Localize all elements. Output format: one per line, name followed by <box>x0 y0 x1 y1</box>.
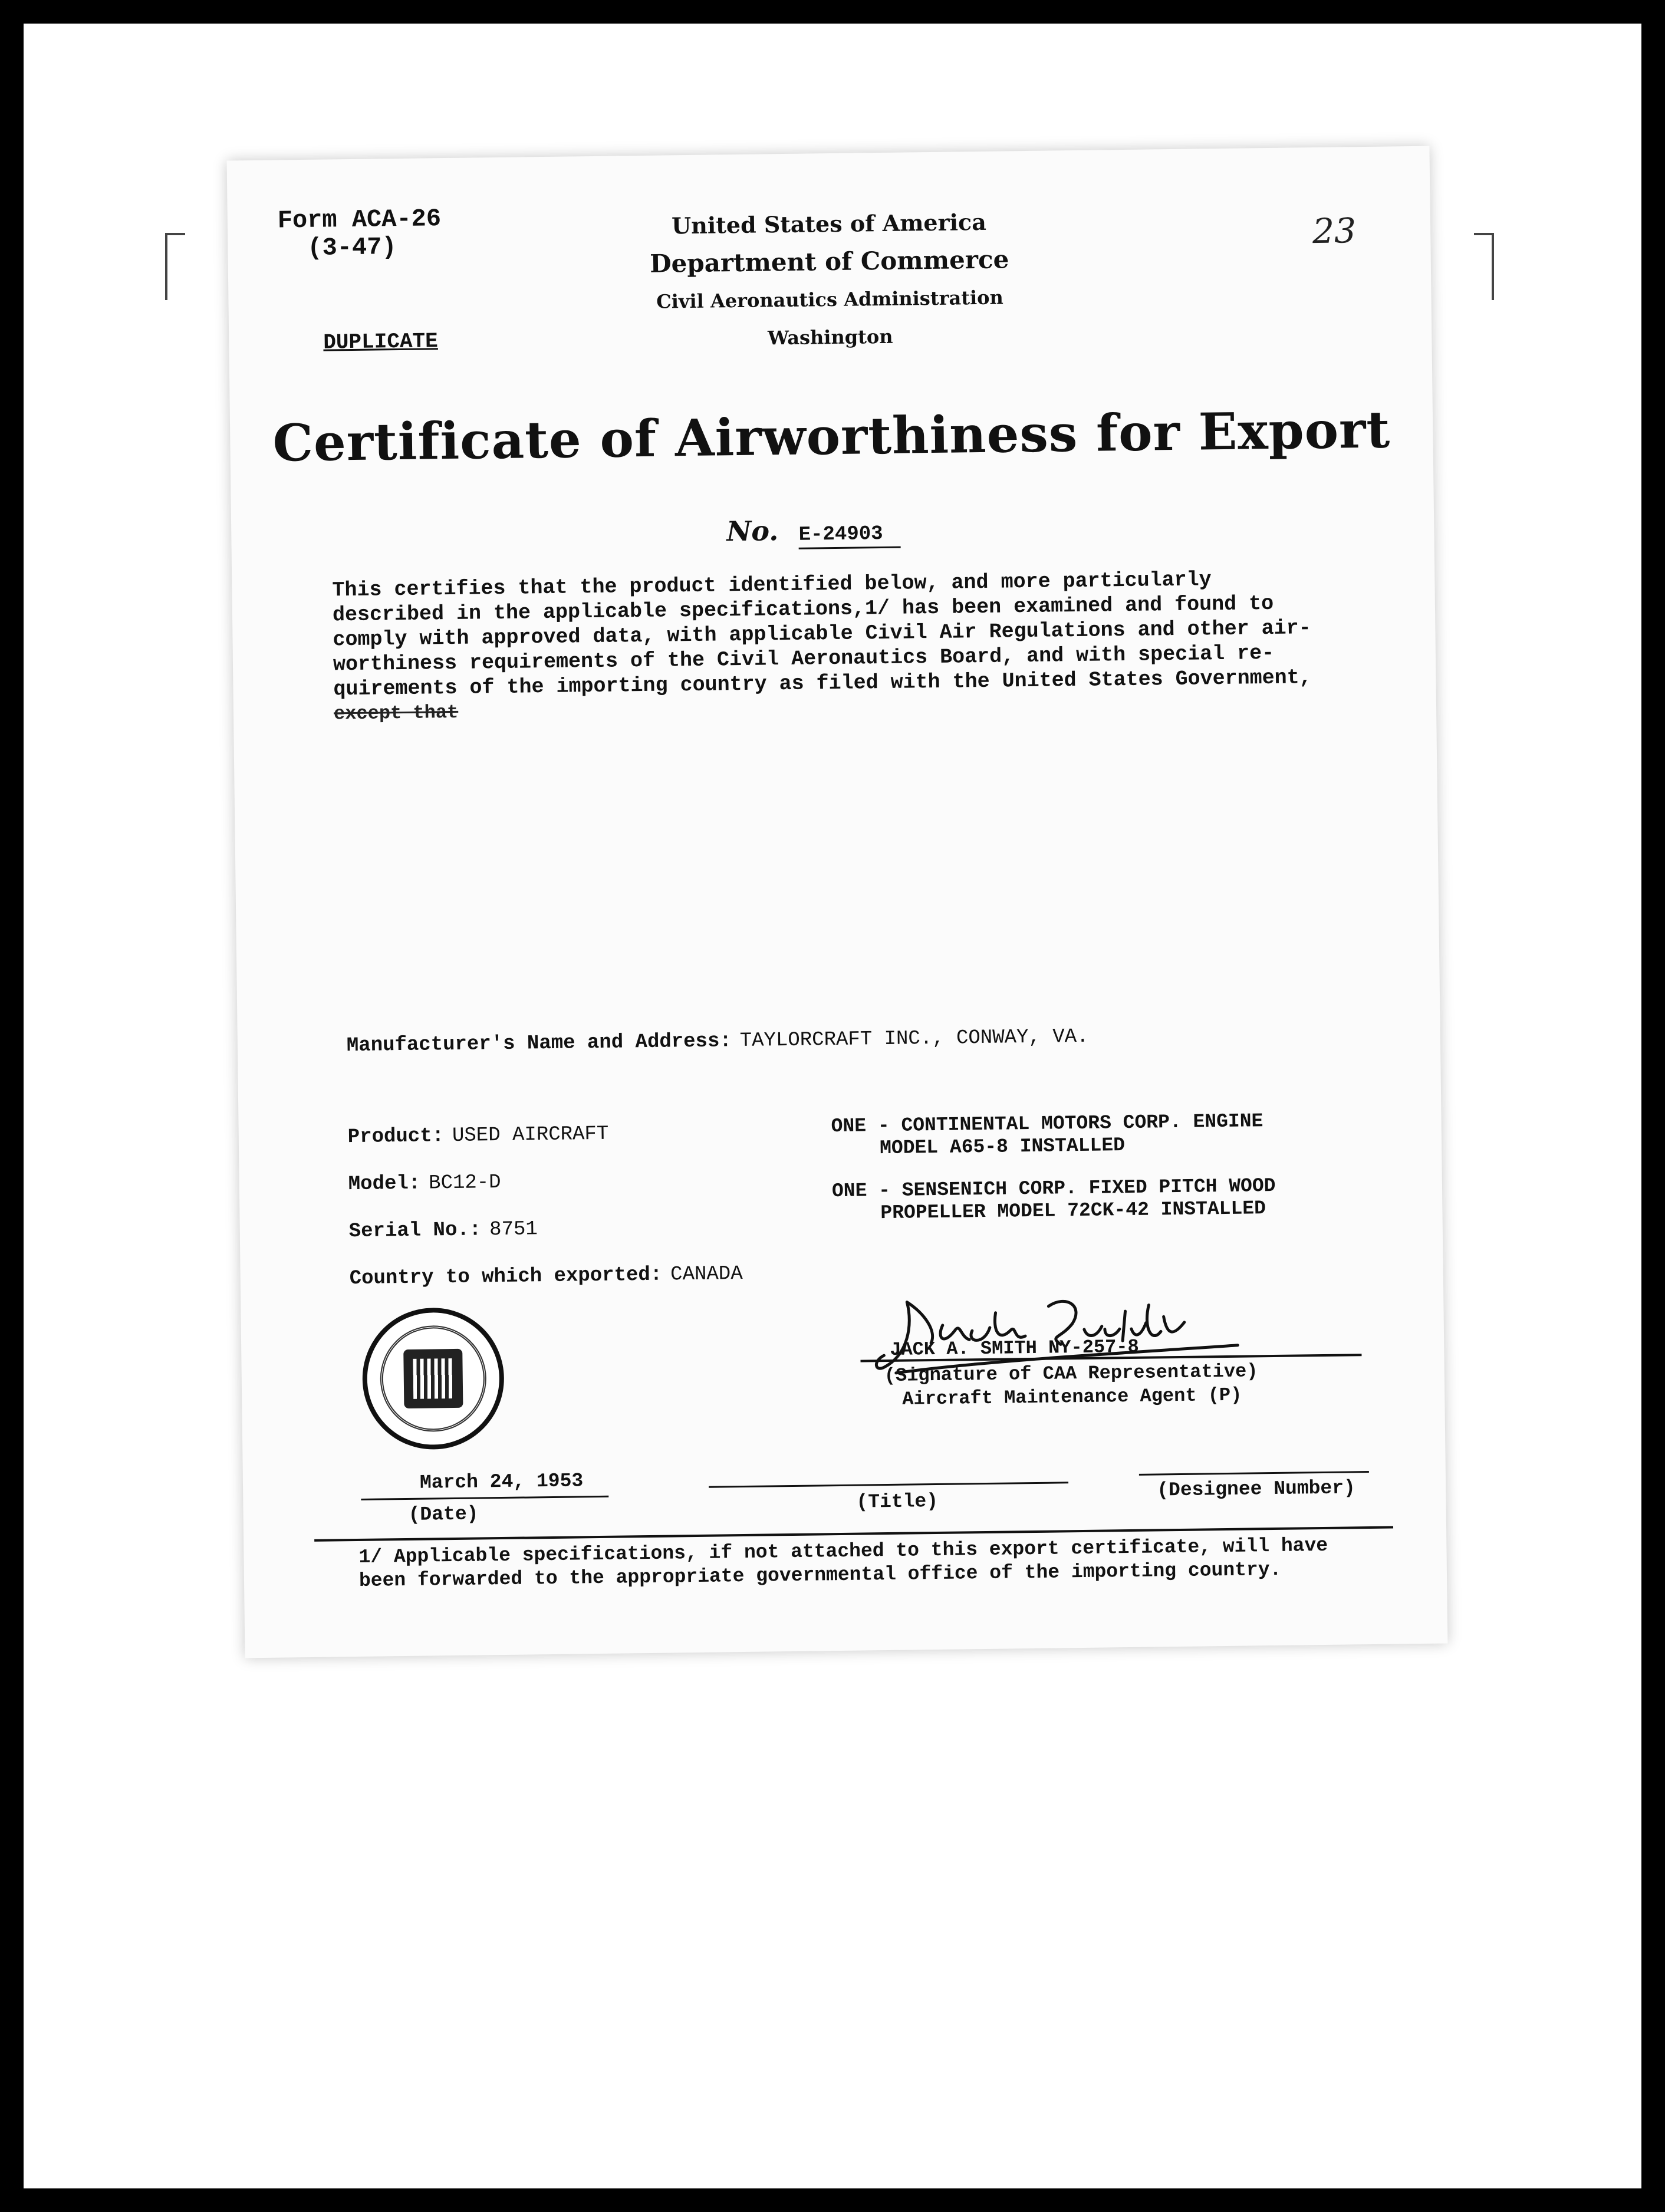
certificate-paper <box>227 146 1448 1658</box>
form-number: Form ACA-26 <box>277 205 442 235</box>
product-label: Product: <box>347 1125 445 1149</box>
manufacturer-row <box>347 1026 1089 1057</box>
corner-mark-top-left <box>165 233 185 300</box>
corner-mark-top-right <box>1474 233 1494 300</box>
serial-row <box>349 1218 538 1243</box>
duplicate-label: DUPLICATE <box>323 329 439 355</box>
certificate-number: E-24903 <box>799 523 901 549</box>
struck-out-phrase: except that <box>333 701 459 725</box>
equipment-item <box>832 1175 1276 1225</box>
signature-caption-title: Aircraft Maintenance Agent (P) <box>902 1384 1242 1410</box>
model-label: Model: <box>348 1172 421 1196</box>
date-line <box>361 1496 608 1500</box>
model-row <box>348 1171 501 1196</box>
agency-administration: Civil Aeronautics Administration <box>656 286 1003 313</box>
signature-caption <box>884 1360 1259 1411</box>
country-label: Country to which exported: <box>349 1263 663 1291</box>
department-seal <box>361 1307 505 1450</box>
agency-country: United States of America <box>671 208 987 239</box>
equipment-line: MODEL A65-8 INSTALLED <box>879 1134 1126 1160</box>
seal-emblem-icon <box>403 1349 463 1408</box>
scan-border-top <box>0 0 1665 24</box>
scan-border-bottom <box>0 2188 1665 2212</box>
manufacturer-value: TAYLORCRAFT INC., CONWAY, VA. <box>739 1025 1089 1053</box>
scan-border-right <box>1641 0 1665 2212</box>
equipment-line: PROPELLER MODEL 72CK-42 INSTALLED <box>880 1197 1266 1224</box>
model-value: BC12-D <box>428 1171 501 1195</box>
designee-caption: (Designee Number) <box>1157 1477 1356 1502</box>
equipment-item <box>831 1110 1275 1160</box>
scan-border-left <box>0 0 24 2212</box>
title-line <box>709 1482 1068 1487</box>
agency-department: Department of Commerce <box>649 245 1009 278</box>
country-row <box>350 1263 743 1290</box>
equipment-line: ONE - CONTINENTAL MOTORS CORP. ENGINE <box>831 1110 1263 1138</box>
designee-line <box>1139 1471 1369 1476</box>
installed-equipment-list <box>831 1110 1276 1245</box>
date-value: March 24, 1953 <box>419 1470 584 1494</box>
footnote: 1/ Applicable specifications, if not attached to this export certificate, will have been forwarded to the appropriate governmental office of the importing country. <box>358 1534 1328 1592</box>
equipment-line: ONE - SENSENICH CORP. FIXED PITCH WOOD <box>831 1174 1276 1203</box>
agency-city: Washington <box>767 325 893 350</box>
certificate-number-row <box>726 514 901 548</box>
signature-caption-role: (Signature of CAA Representative) <box>884 1360 1258 1387</box>
serial-label: Serial No.: <box>348 1219 482 1243</box>
date-caption: (Date) <box>408 1503 479 1526</box>
country-value: CANADA <box>670 1263 743 1286</box>
manufacturer-label: Manufacturer's Name and Address: <box>346 1030 732 1058</box>
title-caption: (Title) <box>856 1490 939 1513</box>
signer-name: JACK A. SMITH NY-257-8 <box>890 1335 1139 1361</box>
certification-statement: This certifies that the product identified below, and more particularly described in the applicable specifications,1/ has been examined and found to comply with approved data, with applicable Civil Air Regulations and other air- worthiness requirements of the Civil Aeronautics Board, and with special re- quirements of the importing country as filed with the United States Government, <box>332 568 1312 702</box>
certificate-number-label: No. <box>726 515 779 548</box>
product-value: USED AIRCRAFT <box>452 1123 609 1148</box>
certificate-title: Certificate of Airworthiness for Export <box>272 400 1391 473</box>
form-revision-date: (3-47) <box>307 233 397 262</box>
page-number: 23 <box>1312 210 1357 252</box>
serial-value: 8751 <box>489 1218 538 1242</box>
agency-header <box>605 202 1055 358</box>
product-row <box>348 1123 609 1148</box>
